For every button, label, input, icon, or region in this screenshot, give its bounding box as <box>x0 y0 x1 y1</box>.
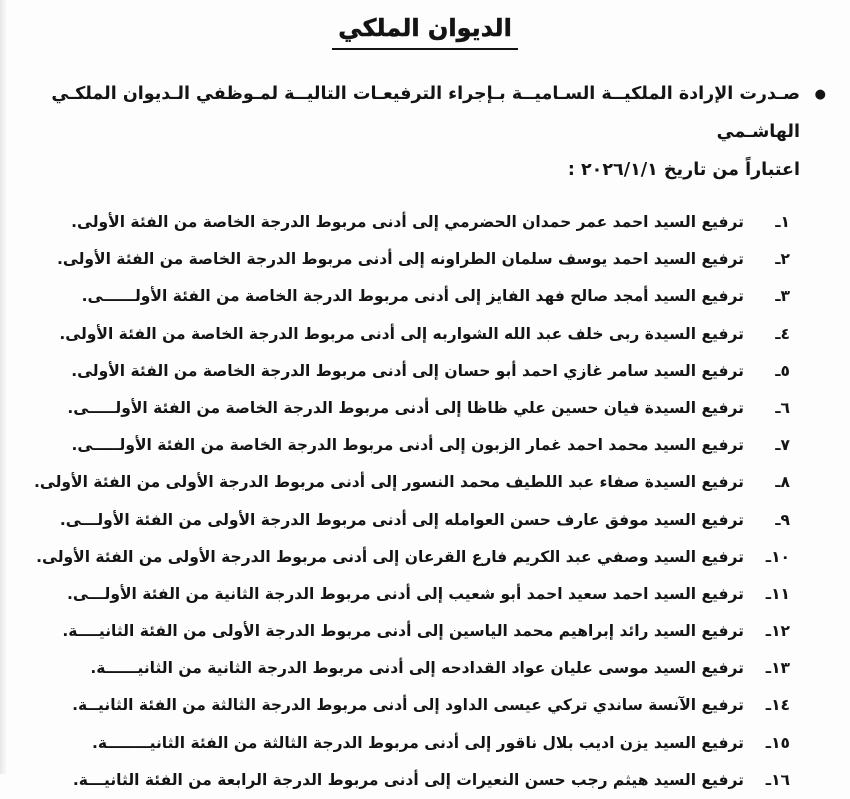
item-number: ٨ـ <box>775 473 790 492</box>
item-text: ترفيع السيد احمد يوسف سلمان الطراونه إلى أدنى مربوط الدرجة الخاصة من الفئة الأولى. <box>57 250 744 269</box>
page-title: الديوان الملكي <box>332 13 518 50</box>
intro-line-2: اعتباراً من تاريخ ٢٠٢٦/١/١ : <box>567 160 800 180</box>
bullet-icon: ● <box>814 87 826 102</box>
promotion-item <box>30 390 790 427</box>
item-number: ٦ـ <box>775 398 790 417</box>
item-text: ترفيع السيد احمد سعيد احمد أبو شعيب إلى أدنى مربوط الدرجة الثانية من الفئة الأولـــى. <box>67 584 744 603</box>
promotion-item <box>30 762 790 799</box>
item-number: ١٤ـ <box>765 696 790 715</box>
item-number: ١٣ـ <box>765 659 790 678</box>
promotion-item <box>30 576 790 613</box>
intro-paragraph <box>40 75 828 189</box>
item-text: ترفيع السيد احمد عمر حمدان الحضرمي إلى أدنى مربوط الدرجة الخاصة من الفئة الأولى. <box>71 213 744 231</box>
item-text: ترفيع السيد رائد إبراهيم محمد الياسين إلى أدنى مربوط الدرجة الأولى من الفئة الثانيــــة. <box>62 622 744 641</box>
item-number: ٧ـ <box>775 436 790 455</box>
item-text: ترفيع السيد يزن اديب بلال ناقور إلى أدنى مربوط الدرجة الثالثة من الفئة الثانيــــــــة. <box>91 733 744 752</box>
item-number: ١ـ <box>775 213 790 231</box>
item-number: ٢ـ <box>775 250 790 269</box>
item-number: ١١ـ <box>765 584 790 603</box>
promotion-item <box>30 278 790 315</box>
promotion-item <box>30 316 790 353</box>
item-text: ترفيع السيدة ربى خلف عبد الله الشواربه إلى أدنى مربوط الدرجة الخاصة من الفئة الأولى. <box>59 324 744 343</box>
promotion-item <box>30 502 790 539</box>
promotion-item <box>30 427 790 464</box>
item-number: ١٦ـ <box>765 770 790 789</box>
promotions-list <box>30 204 790 799</box>
item-number: ٥ـ <box>775 361 790 380</box>
item-number: ١٥ـ <box>765 733 790 752</box>
item-number: ٣ـ <box>775 287 790 306</box>
promotion-item <box>30 725 790 762</box>
promotion-item <box>30 204 790 241</box>
promotion-item <box>30 464 790 501</box>
promotion-item <box>30 650 790 687</box>
item-text: ترفيع الآنسة ساندي تركي عيسى الداود إلى أدنى مربوط الدرجة الثالثة من الفئة الثانيــة. <box>72 696 744 715</box>
promotion-item <box>30 539 790 576</box>
item-number: ٩ـ <box>775 510 790 529</box>
item-text: ترفيع السيد موسى عليان عواد القدادحه إلى أدنى مربوط الدرجة الثانية من الثانيــــــة. <box>90 659 744 678</box>
item-text: ترفيع السيد وصفي عبد الكريم فارع القرعان إلى أدنى مربوط الدرجة الأولى من الفئة الأولى. <box>36 547 744 566</box>
title-container <box>0 0 850 50</box>
item-number: ١٢ـ <box>765 622 790 641</box>
item-text: ترفيع السيد أمجد صالح فهد الفايز إلى أدنى مربوط الدرجة الخاصة من الفئة الأولــــــى. <box>81 287 744 306</box>
promotion-item <box>30 687 790 724</box>
item-number: ١٠ـ <box>765 547 790 566</box>
intro-line-1: صـدرت الإرادة الملكيــة السـاميــة بـإجراء الترفيعـات التاليــة لمـوظفي الـديوان الملكـي الهاشـمي <box>51 84 800 142</box>
item-text: ترفيع السيدة فيان حسين علي ظاظا إلى أدنى مربوط الدرجة الخاصة من الفئة الأولـــــى. <box>67 398 744 417</box>
item-text: ترفيع السيدة صفاء عبد اللطيف محمد النسور إلى أدنى مربوط الدرجة الأولى من الفئة الأولى. <box>34 473 744 492</box>
promotion-item <box>30 353 790 390</box>
item-text: ترفيع السيد سامر غازي احمد أبو حسان إلى أدنى مربوط الدرجة الخاصة من الفئة الأولى. <box>71 361 744 380</box>
item-number: ٤ـ <box>775 324 790 343</box>
item-text: ترفيع السيد محمد احمد غمار الزبون إلى أدنى مربوط الدرجة الخاصة من الفئة الأولـــــى. <box>71 436 744 455</box>
promotion-item <box>30 613 790 650</box>
promotion-item <box>30 241 790 278</box>
item-text: ترفيع السيد هيثم رجب حسن النعيرات إلى أدنى مربوط الدرجة الرابعة من الفئة الثانيـــة. <box>72 770 744 789</box>
item-text: ترفيع السيد موفق عارف حسن العوامله إلى أدنى مربوط الدرجة الأولى من الفئة الأولـــى. <box>59 510 744 529</box>
